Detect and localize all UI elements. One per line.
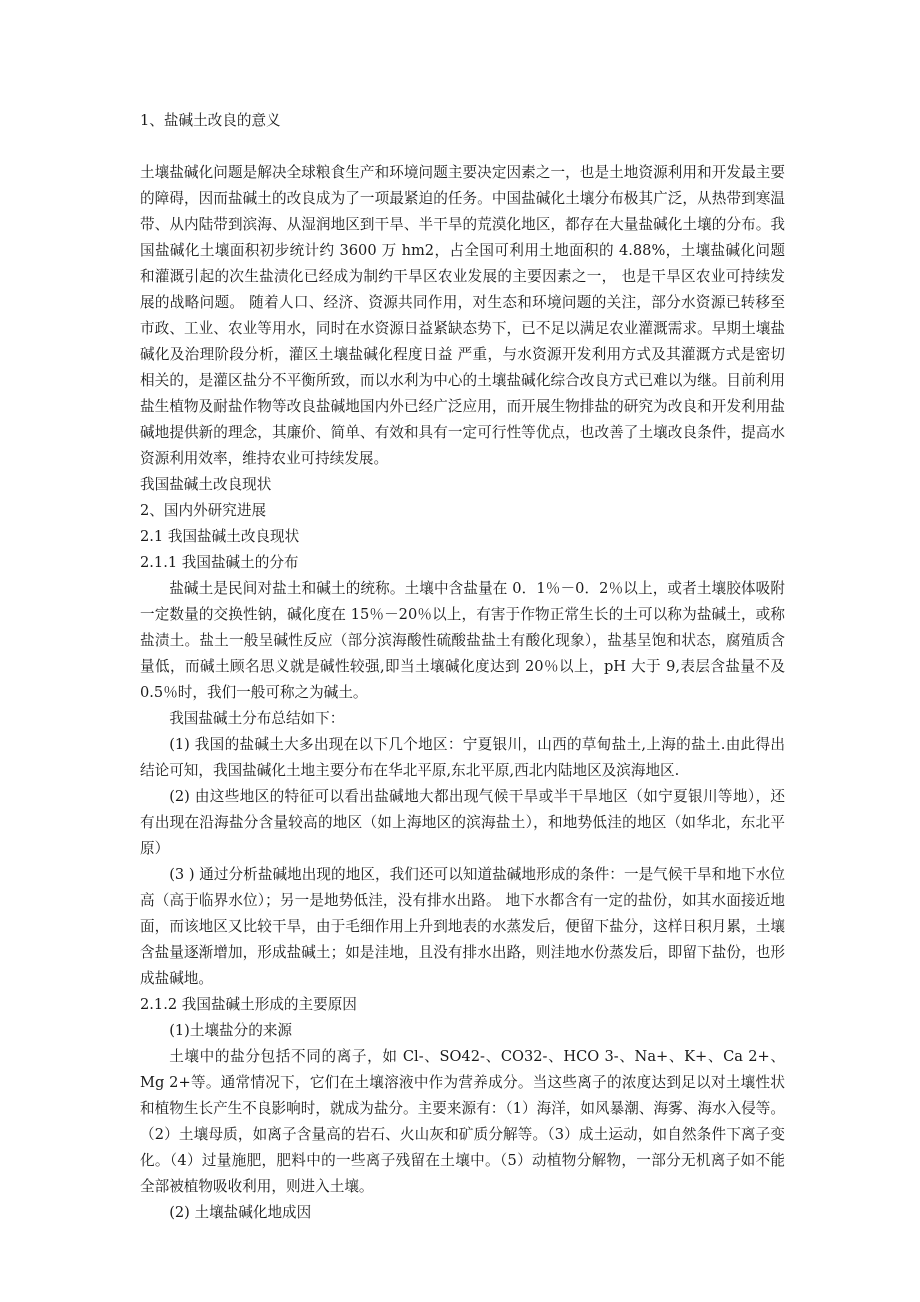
- list-item-2: (2) 由这些地区的特征可以看出盐碱地大都出现气候干旱或半干旱地区（如宁夏银川等地），还有出现在沿海盐分含量较高的地区（如上海地区的滨海盐土），和地势低洼的地区（如华北，东北平原）: [140, 788, 785, 857]
- blank-line: [140, 134, 785, 160]
- section-2-1-1-title: 2.1.1 我国盐碱土的分布: [140, 554, 299, 571]
- definition-paragraph: 盐碱土是民间对盐土和碱土的统称。土壤中含盐量在 0．1％－0．2％以上，或者土壤胶体吸附一定数量的交换性钠，碱化度在 15％－20％以上，有害于作物正常生长的土可以称为盐碱土，或称盐渍土。盐土一般呈碱性反应（部分滨海酸性硫酸盐盐土有酸化现象），盐基呈饱和状态，腐殖质含量低，而碱土顾名思义就是碱性较强,即当土壤碱化度达到 20％以上，pH 大于 9,表层含盐量不及 0.5％时，我们一般可称之为碱土。: [140, 580, 785, 701]
- section-2-title: 2、国内外研究进展: [140, 502, 267, 519]
- document-page: [140, 108, 785, 1226]
- section-1-title: 1、盐碱土改良的意义: [140, 112, 281, 129]
- list-item-1: (1) 我国的盐碱土大多出现在以下几个地区：宁夏银川，山西的草甸盐土,上海的盐土.由此得出结论可知，我国盐碱化土地主要分布在华北平原,东北平原,西北内陆地区及滨海地区.: [140, 736, 785, 779]
- status-heading: 我国盐碱土改良现状: [140, 476, 272, 493]
- salinization-cause-heading: (2) 土壤盐碱化地成因: [169, 1204, 312, 1221]
- salt-source-paragraph: 土壤中的盐分包括不同的离子，如 Cl-、SO42-、CO32-、HCO 3-、Na+、K+、Ca 2+、Mg 2+等。通常情况下，它们在土壤溶液中作为营养成分。当这些离子的浓度达到足以对土壤性状和植物生长产生不良影响时，就成为盐分。主要来源有：（1）海洋，如风暴潮、海雾、海水入侵等。（2）土壤母质，如离子含量高的岩石、火山灰和矿质分解等。（3）成土运动，如自然条件下离子变化。（4）过量施肥，肥料中的一些离子残留在土壤中。（5）动植物分解物，一部分无机离子如不能全部被植物吸收利用，则进入土壤。: [140, 1048, 785, 1195]
- section-2-1-2-title: 2.1.2 我国盐碱土形成的主要原因: [140, 996, 357, 1013]
- salt-source-heading: (1)土壤盐分的来源: [169, 1022, 293, 1039]
- summary-paragraph: 我国盐碱土分布总结如下：: [169, 710, 345, 727]
- list-item-3: (3 ) 通过分析盐碱地出现的地区，我们还可以知道盐碱地形成的条件：一是气候干旱和地下水位高（高于临界水位）；另一是地势低洼，没有排水出路。 地下水都含有一定的盐份，如其水面接近地面，而该地区又比较干旱，由于毛细作用上升到地表的水蒸发后，便留下盐分，这样日积月累，土壤含盐量逐渐增加，形成盐碱土；如是洼地，且没有排水出路，则洼地水份蒸发后，即留下盐份，也形成盐碱地。: [140, 866, 785, 987]
- section-2-1-title: 2.1 我国盐碱土改良现状: [140, 528, 300, 545]
- intro-paragraph: 土壤盐碱化问题是解决全球粮食生产和环境问题主要决定因素之一，也是土地资源利用和开发最主要的障碍，因而盐碱土的改良成为了一项最紧迫的任务。中国盐碱化土壤分布极其广泛，从热带到寒温带、从内陆带到滨海、从湿润地区到干旱、半干旱的荒漠化地区，都存在大量盐碱化土壤的分布。我国盐碱化土壤面积初步统计约 3600 万 hm2，占全国可利用土地面积的 4.88%，土壤盐碱化问题和灌溉引起的次生盐渍化已经成为制约干旱区农业发展的主要因素之一， 也是干旱区农业可持续发展的战略问题。 随着人口、经济、资源共同作用，对生态和环境问题的关注，部分水资源已转移至市政、工业、农业等用水，同时在水资源日益紧缺态势下，已不足以满足农业灌溉需求。早期土壤盐碱化及治理阶段分析，灌区土壤盐碱化程度日益 严重，与水资源开发利用方式及其灌溉方式是密切相关的，是灌区盐分不平衡所致，而以水利为中心的土壤盐碱化综合改良方式已难以为继。目前利用盐生植物及耐盐作物等改良盐碱地国内外已经广泛应用，而开展生物排盐的研究为改良和开发利用盐碱地提供新的理念，其廉价、简单、有效和具有一定可行性等优点，也改善了土壤改良条件，提高水资源利用效率，维持农业可持续发展。: [140, 164, 785, 467]
